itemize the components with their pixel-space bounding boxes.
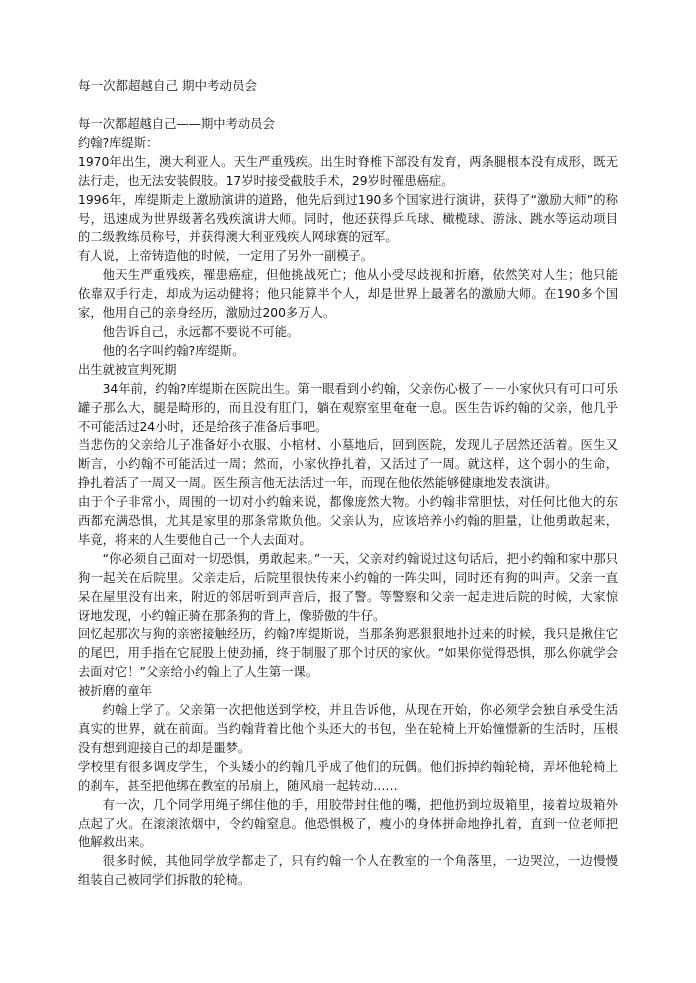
body-paragraph: 每一次都超越自己——期中考动员会 — [78, 117, 275, 131]
body-paragraph: “你必须自己面对一切恐惧，勇敢起来。”一天，父亲对约翰说过这句话后，把小约翰和家中那只狗一起关在后院里。父亲走后，后院里很快传来小约翰的一阵尖叫，同时还有狗的叫声。父亲一直呆在屋里没有出来，附近的邻居听到声音后，报了警。等警察和父亲一起走进后院的时候，大家惊讶地发现，小约翰正骑在那条狗的背上，像骄傲的牛仔。 — [78, 551, 618, 623]
body-paragraph: 1996年，库缇斯走上激励演讲的道路，他先后到过190多个国家进行演讲，获得了“激励大师”的称号，迅速成为世界级著名残疾演讲大师。同时，他还获得乒乓球、橄榄球、游泳、跳水等运动项目的二级教练员称号，并获得澳大利亚残疾人网球赛的冠军。 — [78, 192, 618, 245]
body-paragraph: 回忆起那次与狗的亲密接触经历，约翰?库缇斯说，当那条狗恶狠狠地扑过来的时候，我只是揪住它的尾巴，用手指在它屁股上使劲捅，终于制服了那个讨厌的家伙。“如果你觉得恐惧，那么你就学会去面对它！”父亲给小约翰上了人生第一课。 — [78, 627, 618, 680]
body-paragraph: 出生就被宣判死期 — [78, 362, 177, 377]
body-paragraph: 有一次，几个同学用绳子绑住他的手，用胶带封住他的嘴，把他扔到垃圾箱里，接着垃圾箱外点起了火。在滚滚浓烟中，令约翰窒息。他恐惧极了，瘦小的身体拼命地挣扎着，直到一位老师把他解救出来。 — [78, 797, 618, 850]
body-paragraph: 当悲伤的父亲给儿子准备好小衣服、小棺材、小墓地后，回到医院，发现儿子居然还活着。医生又断言，小约翰不可能活过一周；然而，小家伙挣扎着，又活过了一周。就这样，这个弱小的生命，挣扎着活了一周又一周。医生预言他无法活过一年，而现在他依然能够健康地发表演讲。 — [78, 438, 618, 491]
body-paragraph: 约翰?库缇斯： — [78, 135, 159, 150]
body-paragraph: 约翰上学了。父亲第一次把他送到学校，并且告诉他，从现在开始，你必须学会独自承受生活真实的世界，就在前面。当约翰背着比他个头还大的书包，坐在轮椅上开始憧憬新的生活时，压根没有想到迎接自己的却是噩梦。 — [78, 703, 618, 755]
document-body — [78, 115, 618, 890]
body-paragraph: 由于个子非常小，周围的一切对小约翰来说，都像庞然大物。小约翰非常胆怯，对任何比他大的东西都充满恐惧，尤其是家里的那条常欺负他。父亲认为，应该培养小约翰的胆量，让他勇敢起来，毕竟，将来的人生要他自己一个人去面对。 — [78, 495, 618, 547]
body-paragraph: 他天生严重残疾，罹患癌症，但他挑战死亡；他从小受尽歧视和折磨，依然笑对人生；他只能依靠双手行走，却成为运动健将；他只能算半个人，却是世界上最著名的激励大师。在190多个国家，他用自己的亲身经历，激励过200多万人。 — [78, 268, 618, 321]
body-paragraph: 有人说，上帝铸造他的时候，一定用了另外一副模子。 — [78, 249, 374, 264]
body-paragraph: 学校里有很多调皮学生，个头矮小的约翰几乎成了他们的玩偶。他们拆掉约翰轮椅，弄坏他轮椅上的刹车，甚至把他绑在教室的吊扇上，随风扇一起转动…… — [78, 759, 618, 793]
page-title: 每一次都超越自己 期中考动员会 — [78, 78, 257, 93]
body-paragraph: 很多时候，其他同学放学都走了，只有约翰一个人在教室的一个角落里，一边哭泣，一边慢慢组装自己被同学们拆散的轮椅。 — [78, 854, 618, 888]
body-paragraph: 他告诉自己，永远都不要说不可能。 — [102, 324, 300, 339]
body-paragraph: 被折磨的童年 — [78, 684, 152, 699]
body-paragraph: 他的名字叫约翰?库缇斯。 — [102, 343, 245, 358]
body-paragraph: 34年前，约翰?库缇斯在医院出生。第一眼看到小约翰，父亲伤心极了－－小家伙只有可口可乐罐子那么大，腿是畸形的，而且没有肛门，躺在观察室里奄奄一息。医生告诉约翰的父亲，他几乎不可能活过24小时，还是给孩子准备后事吧。 — [78, 381, 618, 434]
body-paragraph: 1970年出生，澳大利亚人。天生严重残疾。出生时脊椎下部没有发育，两条腿根本没有成形，既无法行走，也无法安装假肢。17岁时接受截肢手术，29岁时罹患癌症。 — [78, 154, 618, 188]
